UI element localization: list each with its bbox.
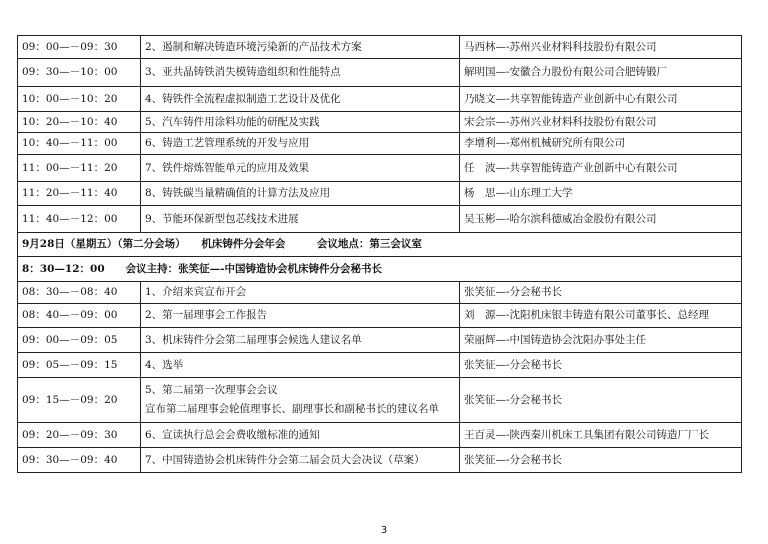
table-row: [18, 133, 742, 155]
page-number: 3: [380, 525, 388, 536]
topic-cell: 3、亚共晶铸铁消失模铸造组织和性能特点: [141, 59, 460, 87]
table-row: [18, 423, 742, 448]
table-row: [18, 304, 742, 328]
time-cell: 08：30—－08：40: [18, 282, 141, 304]
topic-cell: 9、节能环保新型包芯线技术进展: [141, 206, 460, 233]
speaker-cell: 王百灵—-陕西秦川机床工具集团有限公司铸造厂厂长: [460, 423, 742, 448]
speaker-cell: 刘 源—-沈阳机床银丰铸造有限公司董事长、总经理: [460, 304, 742, 328]
topic-cell: 5、汽车铸件用涂料功能的研配及实践: [141, 112, 460, 133]
time-cell: 10：40—－11：00: [18, 133, 141, 155]
section-heading: 9月28日（星期五）（第二分会场） 机床铸件分会年会 会议地点：第三会议室: [18, 233, 742, 257]
speaker-cell: 荣丽辉—-中国铸造协会沈阳办事处主任: [460, 328, 742, 353]
speaker-cell: 张笑征—-分会秘书长: [460, 378, 742, 423]
table-row: [18, 353, 742, 378]
table-row: [18, 112, 742, 133]
speaker-cell: 张笑征—-分会秘书长: [460, 448, 742, 473]
time-cell: 10：00—－10：20: [18, 87, 141, 112]
topic-line: 5、第二届第一次理事会会议: [145, 384, 278, 396]
topic-cell: 1、介绍来宾宣布开会: [141, 282, 460, 304]
topic-cell: 7、铁件熔炼智能单元的应用及效果: [141, 155, 460, 182]
table-row: [18, 155, 742, 182]
speaker-cell: 任 波—-共享智能铸造产业创新中心有限公司: [460, 155, 742, 182]
table-row: [18, 59, 742, 87]
topic-cell: 4、铸铁件全流程虚拟制造工艺设计及优化: [141, 87, 460, 112]
schedule-table: [17, 35, 742, 473]
time-cell: 11：20—－11：40: [18, 182, 141, 206]
speaker-cell: 张笑征—-分会秘书长: [460, 353, 742, 378]
speaker-cell: 乃晓文—-共享智能铸造产业创新中心有限公司: [460, 87, 742, 112]
table-row: [18, 282, 742, 304]
time-cell: 09：05—－09：15: [18, 353, 141, 378]
speaker-cell: 杨 思—-山东理工大学: [460, 182, 742, 206]
speaker-cell: 张笑征—-分会秘书长: [460, 282, 742, 304]
speaker-cell: 宋会宗—-苏州兴业材料科技股份有限公司: [460, 112, 742, 133]
topic-cell: 2、遏制和解决铸造环境污染新的产品技术方案: [141, 36, 460, 59]
time-cell: 09：00—－09：05: [18, 328, 141, 353]
section-heading-row: [18, 233, 742, 257]
topic-cell: 6、宣读执行总会会费收缴标准的通知: [141, 423, 460, 448]
topic-line: 宣布第二届理事会轮值理事长、副理事长和副秘书长的建议名单: [145, 403, 439, 415]
time-cell: 08：40—－09：00: [18, 304, 141, 328]
table-row: [18, 87, 742, 112]
topic-cell: 6、铸造工艺管理系统的开发与应用: [141, 133, 460, 155]
speaker-cell: 李增利—-郑州机械研究所有限公司: [460, 133, 742, 155]
session-host: 8：30—12：00 会议主持：张笑征—-中国铸造协会机床铸件分会秘书长: [18, 257, 742, 282]
time-cell: 09：15—－09：20: [18, 378, 141, 423]
table-row: [18, 36, 742, 59]
time-cell: 09：00—－09：30: [18, 36, 141, 59]
topic-cell: 8、铸铁碳当量精确值的计算方法及应用: [141, 182, 460, 206]
topic-cell: 2、第一届理事会工作报告: [141, 304, 460, 328]
table-row: [18, 206, 742, 233]
section-host-row: [18, 257, 742, 282]
table-row: [18, 328, 742, 353]
table-row: [18, 448, 742, 473]
time-cell: 10：20—－10：40: [18, 112, 141, 133]
time-cell: 09：20—－09：30: [18, 423, 141, 448]
time-cell: 11：40—－12：00: [18, 206, 141, 233]
time-cell: 09：30—－10：00: [18, 59, 141, 87]
speaker-cell: 马西林—-苏州兴业材料科技股份有限公司: [460, 36, 742, 59]
time-cell: 09：30—－09：40: [18, 448, 141, 473]
topic-cell: [141, 378, 460, 423]
table-row: [18, 182, 742, 206]
topic-cell: 7、中国铸造协会机床铸件分会第二届会员大会决议（草案）: [141, 448, 460, 473]
table-row: [18, 378, 742, 423]
topic-cell: 3、机床铸件分会第二届理事会候选人建议名单: [141, 328, 460, 353]
topic-cell: 4、选举: [141, 353, 460, 378]
time-cell: 11：00—－11：20: [18, 155, 141, 182]
speaker-cell: 解明国—-安徽合力股份有限公司合肥铸锻厂: [460, 59, 742, 87]
speaker-cell: 吴玉彬—-哈尔滨科德威冶金股份有限公司: [460, 206, 742, 233]
